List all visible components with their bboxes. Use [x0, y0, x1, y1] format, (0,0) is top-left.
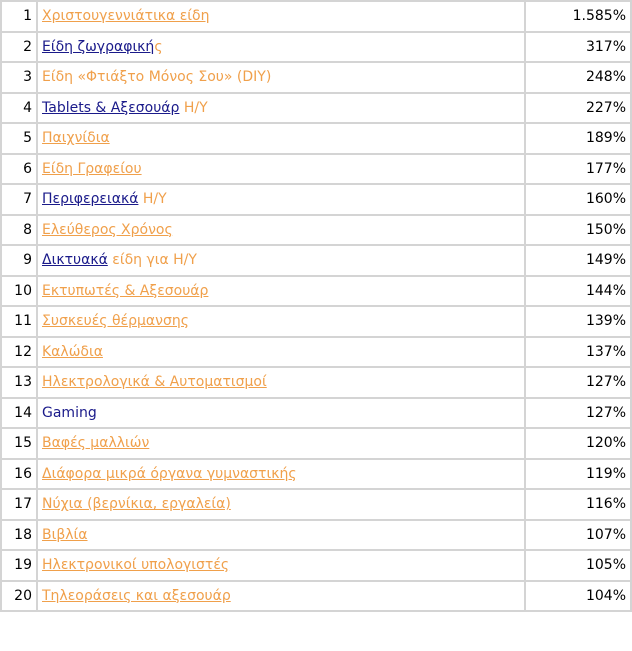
rank-number: 16 [1, 459, 37, 490]
growth-percentage: 144% [525, 276, 631, 307]
category-cell [37, 1, 525, 32]
table-row [1, 93, 631, 124]
growth-percentage: 248% [525, 62, 631, 93]
rank-number: 5 [1, 123, 37, 154]
growth-percentage: 149% [525, 245, 631, 276]
category-link[interactable]: Βιβλία [42, 526, 88, 543]
category-cell [37, 306, 525, 337]
category-link[interactable]: Είδη Γραφείου [42, 160, 142, 177]
rank-number: 20 [1, 581, 37, 612]
table-row [1, 489, 631, 520]
rank-number: 14 [1, 398, 37, 429]
category-cell [37, 550, 525, 581]
category-link[interactable]: Είδη ζωγραφική [42, 38, 155, 55]
ranking-table-body [1, 1, 631, 611]
growth-percentage: 116% [525, 489, 631, 520]
table-row [1, 367, 631, 398]
table-row [1, 184, 631, 215]
category-link[interactable]: Ηλεκτρονικοί υπολογιστές [42, 557, 230, 574]
rank-number: 10 [1, 276, 37, 307]
rank-number: 15 [1, 428, 37, 459]
category-link[interactable]: Διάφορα μικρά όργανα γυμναστικής [42, 465, 297, 482]
category-link[interactable]: Gaming [42, 404, 97, 421]
category-cell [37, 489, 525, 520]
table-row [1, 581, 631, 612]
table-row [1, 245, 631, 276]
growth-percentage: 177% [525, 154, 631, 185]
category-link[interactable]: Νύχια (βερνίκια, εργαλεία) [42, 496, 231, 513]
table-row [1, 520, 631, 551]
category-cell [37, 367, 525, 398]
category-cell [37, 93, 525, 124]
category-link[interactable]: Χριστουγεννιάτικα είδη [42, 8, 210, 25]
category-cell [37, 276, 525, 307]
category-cell [37, 520, 525, 551]
growth-percentage: 137% [525, 337, 631, 368]
rank-number: 2 [1, 32, 37, 63]
category-cell [37, 459, 525, 490]
rank-number: 8 [1, 215, 37, 246]
growth-percentage: 127% [525, 367, 631, 398]
growth-percentage: 189% [525, 123, 631, 154]
category-suffix-text: ς [154, 38, 163, 55]
table-row [1, 62, 631, 93]
category-suffix-text: Είδη «Φτιάξτο Μόνος Σου» (DIY) [42, 69, 272, 86]
table-row [1, 1, 631, 32]
category-cell [37, 184, 525, 215]
growth-percentage: 150% [525, 215, 631, 246]
table-row [1, 398, 631, 429]
table-row [1, 550, 631, 581]
growth-percentage: 127% [525, 398, 631, 429]
growth-percentage: 227% [525, 93, 631, 124]
rank-number: 7 [1, 184, 37, 215]
category-link[interactable]: Ελεύθερος Χρόνος [42, 221, 173, 238]
table-row [1, 337, 631, 368]
growth-percentage: 107% [525, 520, 631, 551]
category-cell [37, 398, 525, 429]
rank-number: 9 [1, 245, 37, 276]
table-row [1, 154, 631, 185]
rank-number: 4 [1, 93, 37, 124]
category-cell [37, 62, 525, 93]
category-link[interactable]: Ηλεκτρολογικά & Αυτοματισμοί [42, 374, 267, 391]
category-suffix-text: Η/Υ [179, 99, 208, 116]
growth-percentage: 139% [525, 306, 631, 337]
category-link[interactable]: Συσκευές θέρμανσης [42, 313, 189, 330]
rank-number: 11 [1, 306, 37, 337]
category-cell [37, 428, 525, 459]
category-link[interactable]: Καλώδια [42, 343, 103, 360]
growth-percentage: 104% [525, 581, 631, 612]
rank-number: 13 [1, 367, 37, 398]
category-cell [37, 215, 525, 246]
table-row [1, 32, 631, 63]
category-link[interactable]: Δικτυακά [42, 252, 108, 269]
growth-percentage: 119% [525, 459, 631, 490]
category-cell [37, 337, 525, 368]
category-link[interactable]: Περιφερειακά [42, 191, 139, 208]
table-row [1, 428, 631, 459]
growth-percentage: 317% [525, 32, 631, 63]
rank-number: 19 [1, 550, 37, 581]
category-link[interactable]: Βαφές μαλλιών [42, 435, 150, 452]
table-row [1, 459, 631, 490]
category-cell [37, 581, 525, 612]
growth-percentage: 120% [525, 428, 631, 459]
category-cell [37, 245, 525, 276]
rank-number: 3 [1, 62, 37, 93]
table-row [1, 276, 631, 307]
rank-number: 6 [1, 154, 37, 185]
growth-percentage: 1.585% [525, 1, 631, 32]
rank-number: 18 [1, 520, 37, 551]
category-link[interactable]: Εκτυπωτές & Αξεσουάρ [42, 282, 209, 299]
table-row [1, 123, 631, 154]
category-suffix-text: είδη για Η/Υ [107, 252, 197, 269]
category-cell [37, 123, 525, 154]
category-link[interactable]: Tablets & Αξεσουάρ [42, 99, 180, 116]
rank-number: 1 [1, 1, 37, 32]
category-link[interactable]: Τηλεοράσεις και αξεσουάρ [42, 587, 231, 604]
table-row [1, 215, 631, 246]
table-row [1, 306, 631, 337]
growth-percentage: 160% [525, 184, 631, 215]
growth-percentage: 105% [525, 550, 631, 581]
category-cell [37, 154, 525, 185]
rank-number: 12 [1, 337, 37, 368]
category-suffix-text: Η/Υ [138, 191, 167, 208]
rank-number: 17 [1, 489, 37, 520]
category-link[interactable]: Παιχνίδια [42, 130, 110, 147]
category-cell [37, 32, 525, 63]
